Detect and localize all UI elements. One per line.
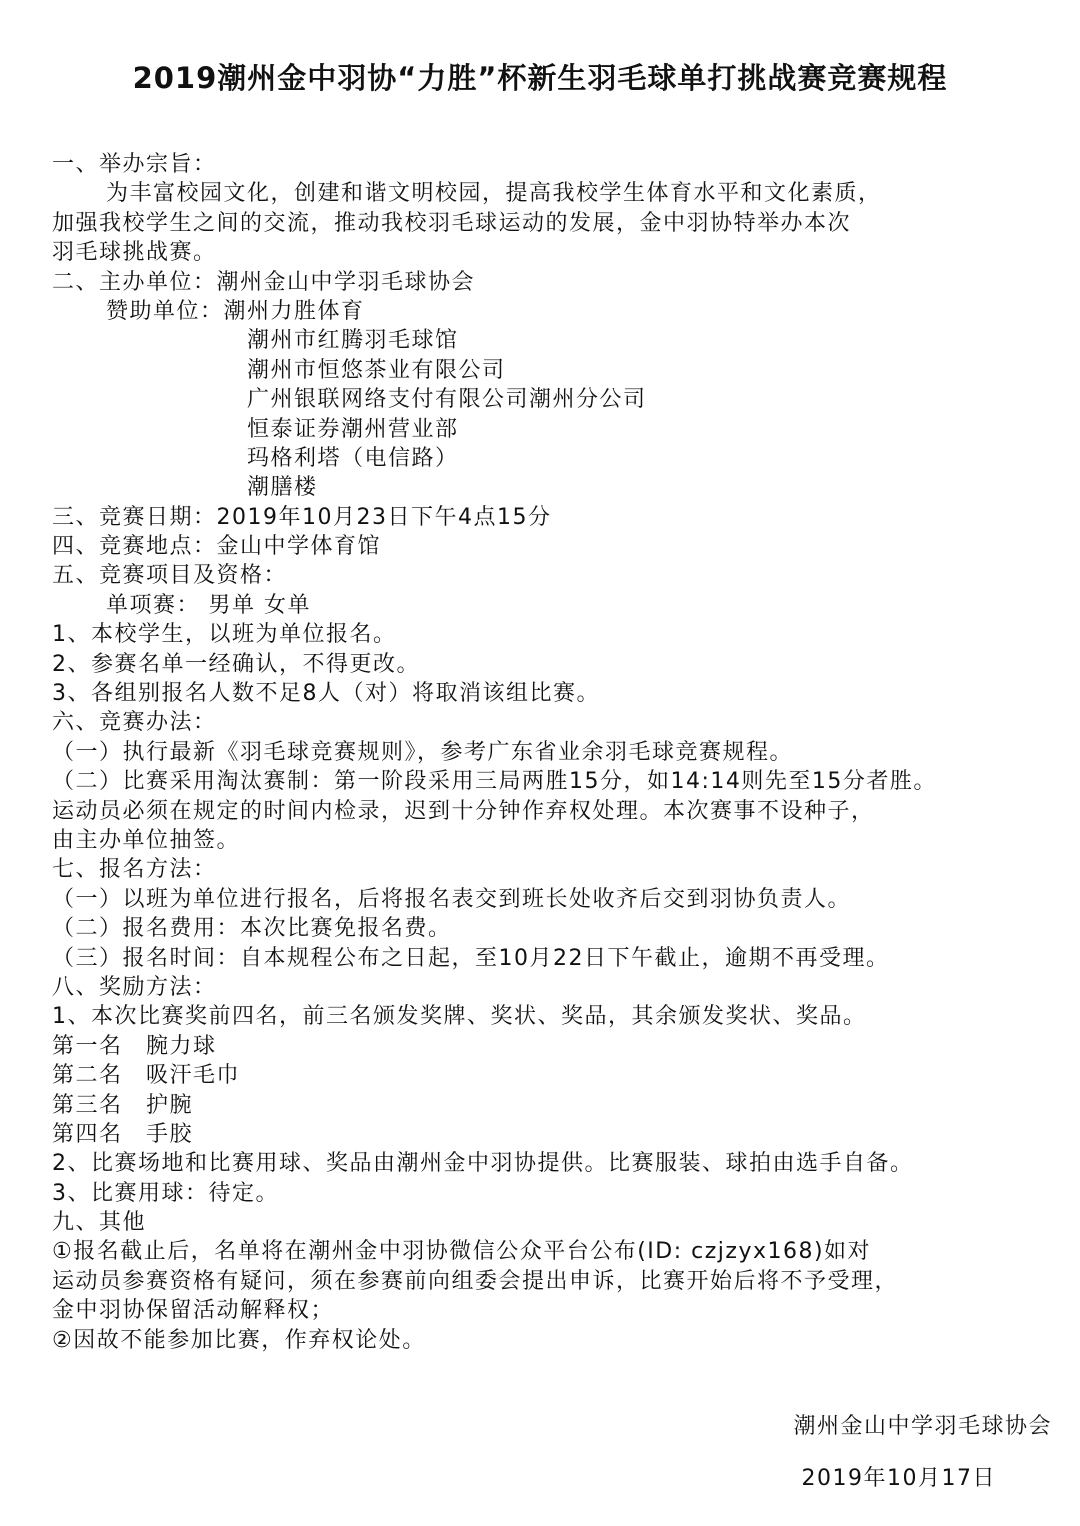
paragraph-line: 加强我校学生之间的交流，推动我校羽毛球运动的发展，金中羽协特举办本次 [52, 210, 852, 236]
paragraph-line: 2、参赛名单一经确认，不得更改。 [52, 651, 420, 677]
paragraph-line: 运动员必须在规定的时间内检录，迟到十分钟作弃权处理。本次赛事不设种子， [52, 798, 875, 824]
signature-block [793, 1412, 1052, 1494]
prize-item: 第二名 吸汗毛巾 [52, 1063, 241, 1089]
paragraph-line: （一）以班为单位进行报名，后将报名表交到班长处收齐后交到羽协负责人。 [52, 886, 852, 912]
paragraph-line: 1、本次比赛奖前四名，前三名颁发奖牌、奖状、奖品，其余颁发奖状、奖品。 [52, 1004, 867, 1030]
paragraph-line: （三）报名时间：自本规程公布之日起，至10月22日下午截止，逾期不再受理。 [52, 945, 890, 971]
paragraph-line: （二）报名费用：本次比赛免报名费。 [52, 916, 452, 942]
section-heading: 九、其他 [52, 1210, 147, 1236]
sponsor-item: 潮膳楼 [247, 475, 318, 501]
section-heading: 六、竞赛办法： [52, 710, 217, 736]
sponsor-item: 潮州市恒悠茶业有限公司 [247, 357, 506, 383]
section-heading: 一、举办宗旨： [52, 152, 217, 177]
prize-item: 第一名 腕力球 [52, 1033, 217, 1059]
prize-item: 第三名 护腕 [52, 1092, 194, 1118]
sponsor-item: 广州银联网络支付有限公司潮州分公司 [247, 387, 647, 413]
paragraph-line: 2、比赛场地和比赛用球、奖品由潮州金中羽协提供。比赛服装、球拍由选手自备。 [52, 1151, 914, 1177]
section-heading: 三、竞赛日期：2019年10月23日下午4点15分 [52, 504, 552, 530]
document-title: 2019潮州金中羽协“力胜”杯新生羽毛球单打挑战赛竞赛规程 [132, 61, 948, 95]
sponsor-item: 玛格利塔（电信路） [247, 445, 459, 471]
sponsor-heading: 赞助单位：潮州力胜体育 [106, 298, 365, 324]
prize-item: 第四名 手胶 [52, 1121, 194, 1147]
paragraph-line: 金中羽协保留活动解释权； [52, 1298, 335, 1324]
section-heading: 四、竞赛地点：金山中学体育馆 [52, 534, 382, 560]
paragraph-line: 由主办单位抽签。 [52, 827, 241, 853]
document-body [52, 150, 1062, 1355]
paragraph-line: （二）比赛采用淘汰赛制：第一阶段采用三局两胜15分，如14:14则先至15分者胜。 [52, 769, 937, 795]
paragraph-line: 为丰富校园文化，创建和谐文明校园，提高我校学生体育水平和文化素质， [106, 181, 882, 207]
paragraph-line: 3、各组别报名人数不足8人（对）将取消该组比赛。 [52, 681, 600, 707]
section-heading: 八、奖励方法： [52, 974, 217, 1000]
section-heading: 二、主办单位：潮州金山中学羽毛球协会 [52, 269, 476, 295]
section-heading: 七、报名方法： [52, 857, 217, 883]
paragraph-line: 3、比赛用球：待定。 [52, 1180, 279, 1206]
sponsor-item: 恒泰证券潮州营业部 [247, 416, 459, 442]
event-list: 单项赛： 男单 女单 [106, 592, 311, 618]
paragraph-line: 运动员参赛资格有疑问，须在参赛前向组委会提出申诉，比赛开始后将不予受理， [52, 1268, 899, 1294]
section-heading: 五、竞赛项目及资格： [52, 563, 288, 589]
paragraph-line: 1、本校学生，以班为单位报名。 [52, 622, 397, 648]
signature-date: 2019年10月17日 [801, 1466, 996, 1491]
sponsor-item: 潮州市红腾羽毛球馆 [247, 328, 459, 354]
paragraph-line: ②因故不能参加比赛，作弃权论处。 [52, 1327, 426, 1353]
signature-organization: 潮州金山中学羽毛球协会 [793, 1414, 1052, 1439]
paragraph-line: ①报名截止后，名单将在潮州金中羽协微信公众平台公布(ID: czjzyx168)如对 [52, 1239, 872, 1265]
paragraph-line: 羽毛球挑战赛。 [52, 240, 217, 266]
paragraph-line: （一）执行最新《羽毛球竞赛规则》，参考广东省业余羽毛球竞赛规程。 [52, 739, 794, 765]
